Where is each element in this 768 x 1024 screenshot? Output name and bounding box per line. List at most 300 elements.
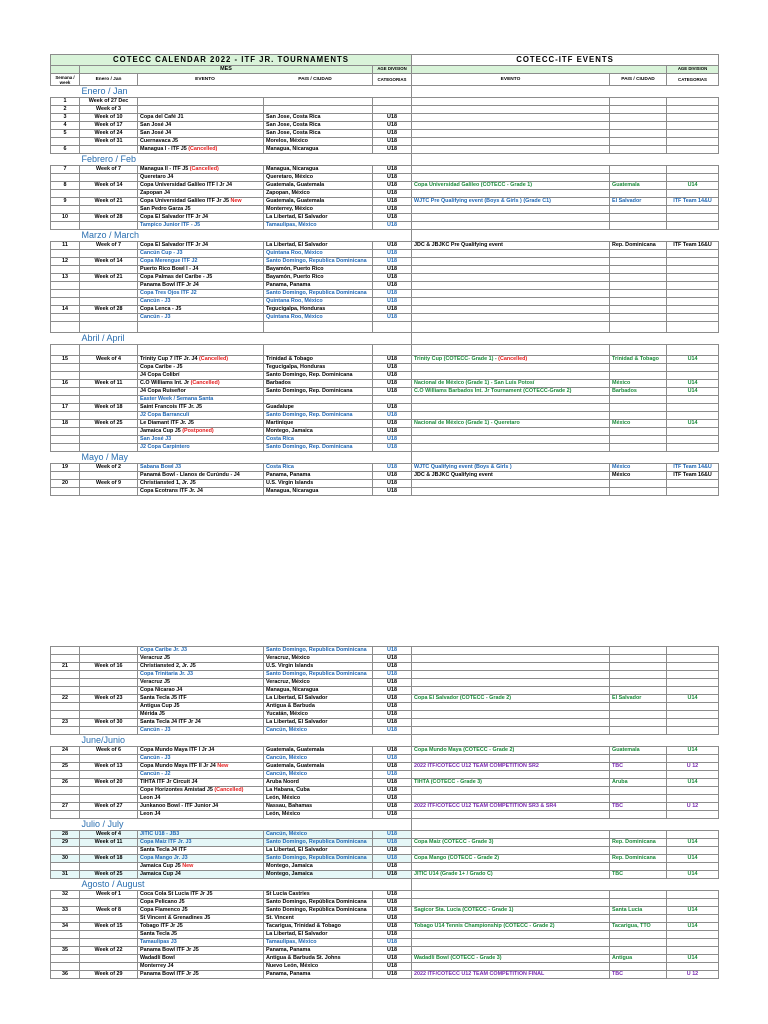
month-row <box>51 230 719 242</box>
table-row <box>51 795 719 803</box>
week-number <box>51 795 80 803</box>
table-row <box>51 190 719 198</box>
age-division: U18 <box>373 755 412 763</box>
cotecc-event-name <box>412 703 610 711</box>
week-date <box>80 388 138 396</box>
week-number: 10 <box>51 214 80 222</box>
cotecc-event-location: Aruba <box>610 779 667 787</box>
week-date <box>80 372 138 380</box>
cotecc-event-category <box>667 266 719 274</box>
event-text: Cancún Cup - J3 <box>140 250 183 257</box>
event-name <box>138 138 264 146</box>
event-text: Coca Cola St Lucia ITF Jr J5 <box>140 891 213 898</box>
event-text: Cancún - J3 <box>140 727 171 734</box>
event-text: Leon J4 <box>140 811 161 818</box>
cotecc-event-name <box>412 98 610 106</box>
week-date <box>80 963 138 971</box>
categorias-header-right: CATEGORIAS <box>667 74 719 86</box>
empty-cell <box>610 345 667 356</box>
event-location: Barbados <box>264 380 373 388</box>
age-division: U18 <box>373 891 412 899</box>
month-row-right <box>412 735 719 747</box>
week-number <box>51 939 80 947</box>
week-number <box>51 931 80 939</box>
event-name <box>138 947 264 955</box>
table-row <box>51 747 719 755</box>
week-date: Week of 3 <box>80 106 138 114</box>
event-name <box>138 863 264 871</box>
cotecc-event-name <box>412 871 610 879</box>
table-row <box>51 472 719 480</box>
event-location: Managua, Nicaragua <box>264 687 373 695</box>
table-row <box>51 166 719 174</box>
event-text: Tampico Junior ITF - J5 <box>140 222 201 229</box>
age-division: U18 <box>373 939 412 947</box>
cotecc-event-category <box>667 190 719 198</box>
week-number: 9 <box>51 198 80 206</box>
event-status-tag: (Cancelled) <box>190 380 220 387</box>
week-number: 22 <box>51 695 80 703</box>
cotecc-event-text: Copa El Salvador (COTECC - Grade 2) <box>414 695 512 702</box>
event-status-tag: (Cancelled) <box>214 787 244 794</box>
cotecc-event-name <box>412 803 610 811</box>
table-row <box>51 364 719 372</box>
event-name <box>138 915 264 923</box>
event-name <box>138 871 264 879</box>
event-text: Saint Francois ITF Jr. J5 <box>140 404 203 411</box>
week-number <box>51 222 80 230</box>
event-name <box>138 971 264 979</box>
table-row <box>51 923 719 931</box>
event-name <box>138 671 264 679</box>
week-date <box>80 190 138 198</box>
cotecc-event-name <box>412 146 610 154</box>
week-number <box>51 687 80 695</box>
week-date <box>80 711 138 719</box>
event-name <box>138 214 264 222</box>
categorias-header: CATEGORIAS <box>373 74 412 86</box>
event-location: Managua, Nicaragua <box>264 146 373 154</box>
cotecc-event-name <box>412 915 610 923</box>
cotecc-event-text: Nacional de México (Grade 1) - Queretaro <box>414 420 520 427</box>
cotecc-event-name <box>412 130 610 138</box>
event-location: León, México <box>264 795 373 803</box>
cotecc-event-name <box>412 412 610 420</box>
table-row <box>51 130 719 138</box>
cotecc-event-text: Trinity Cup (COTECC- Grade 1) - <box>414 356 499 363</box>
event-name <box>138 222 264 230</box>
cotecc-event-location <box>610 488 667 496</box>
cotecc-event-category <box>667 130 719 138</box>
event-location: San Jose, Costa Rica <box>264 114 373 122</box>
week-number: 29 <box>51 839 80 847</box>
empty-cell <box>80 345 138 356</box>
event-name <box>138 364 264 372</box>
week-date: Week of 25 <box>80 420 138 428</box>
event-text: San José J4 <box>140 130 172 137</box>
month-row-right <box>412 879 719 891</box>
age-division: U18 <box>373 182 412 190</box>
age-division: U18 <box>373 412 412 420</box>
age-division: U18 <box>373 711 412 719</box>
cotecc-event-location: Rep. Dominicana <box>610 839 667 847</box>
table-row <box>51 663 719 671</box>
week-date <box>80 444 138 452</box>
event-name <box>138 755 264 763</box>
cotecc-event-location <box>610 130 667 138</box>
week-date: Week of 20 <box>80 779 138 787</box>
table-row <box>51 206 719 214</box>
event-location: Santo Domingo, Rep. Dominicana <box>264 372 373 380</box>
table-row <box>51 146 719 154</box>
event-location: San Jose, Costa Rica <box>264 122 373 130</box>
cotecc-event-category: U14 <box>667 380 719 388</box>
cotecc-event-location: Tacarigua, TTO <box>610 923 667 931</box>
week-number <box>51 298 80 306</box>
event-text: Zapopan J4 <box>140 190 170 197</box>
cotecc-event-category <box>667 655 719 663</box>
age-division: U18 <box>373 130 412 138</box>
table-row <box>51 863 719 871</box>
cotecc-event-location <box>610 771 667 779</box>
cotecc-event-name <box>412 955 610 963</box>
week-number <box>51 138 80 146</box>
cotecc-event-category <box>667 274 719 282</box>
cotecc-event-location <box>610 404 667 412</box>
cotecc-event-name <box>412 755 610 763</box>
week-number <box>51 711 80 719</box>
week-number <box>51 955 80 963</box>
week-date <box>80 795 138 803</box>
event-location: Montego, Jamaica <box>264 863 373 871</box>
event-name <box>138 771 264 779</box>
month-row-right <box>412 154 719 166</box>
event-text: Jamaica Cup J5 <box>140 428 183 435</box>
event-text: San José J4 <box>140 122 172 129</box>
table-row <box>51 703 719 711</box>
event-name <box>138 250 264 258</box>
event-location: León, México <box>264 811 373 819</box>
event-name <box>138 182 264 190</box>
week-number: 33 <box>51 907 80 915</box>
age-division: U18 <box>373 963 412 971</box>
event-name <box>138 831 264 839</box>
cotecc-event-category <box>667 488 719 496</box>
week-number <box>51 444 80 452</box>
event-location <box>264 98 373 106</box>
event-location: Antigua & Barbuda <box>264 703 373 711</box>
cotecc-event-category <box>667 787 719 795</box>
week-date: Week of 10 <box>80 114 138 122</box>
event-name <box>138 242 264 250</box>
cotecc-event-location: Rep. Dominicana <box>610 855 667 863</box>
month-label: Julio / July <box>51 819 412 831</box>
event-status-tag: (Cancelled) <box>199 356 229 363</box>
cotecc-event-location <box>610 98 667 106</box>
cotecc-event-category: U14 <box>667 182 719 190</box>
event-location: Costa Rica <box>264 436 373 444</box>
table-row <box>51 947 719 955</box>
age-division: U18 <box>373 907 412 915</box>
cotecc-event-category: U 12 <box>667 763 719 771</box>
table-row <box>51 314 719 322</box>
month-label: Agosto / August <box>51 879 412 891</box>
week-date: Week of 27 Dec <box>80 98 138 106</box>
cotecc-event-category <box>667 372 719 380</box>
empty-cell <box>264 322 373 333</box>
empty-cell <box>51 345 80 356</box>
week-number: 11 <box>51 242 80 250</box>
cotecc-event-name <box>412 719 610 727</box>
week-number <box>51 863 80 871</box>
event-name <box>138 931 264 939</box>
event-location: Santo Domingo, República Dominicana <box>264 899 373 907</box>
cotecc-event-name <box>412 372 610 380</box>
cotecc-event-category <box>667 663 719 671</box>
event-text: Santa Tecla J4 ITF <box>140 847 187 854</box>
week-date: Week of 11 <box>80 839 138 847</box>
week-number: 30 <box>51 855 80 863</box>
age-division: U18 <box>373 404 412 412</box>
event-location: Morelos, México <box>264 138 373 146</box>
week-number: 26 <box>51 779 80 787</box>
event-text: Le Diamant ITF Jr. J5 <box>140 420 194 427</box>
cotecc-event-location <box>610 655 667 663</box>
event-text: Easter Week / Semana Santa <box>140 396 214 403</box>
event-name <box>138 198 264 206</box>
event-status-tag: New <box>230 198 242 205</box>
age-division: U18 <box>373 222 412 230</box>
cotecc-event-name <box>412 727 610 735</box>
event-location: U.S. Virgin Islands <box>264 480 373 488</box>
cotecc-event-location <box>610 939 667 947</box>
age-division: U18 <box>373 114 412 122</box>
event-text: Copa Palmas del Caribe - J5 <box>140 274 213 281</box>
age-division: U18 <box>373 420 412 428</box>
event-location: Santo Domingo, Republica Dominicana <box>264 290 373 298</box>
event-name <box>138 388 264 396</box>
event-location: Guatemala, Guatemala <box>264 747 373 755</box>
table-row <box>51 356 719 364</box>
cotecc-event-text: Nacional de México (Grade 1) - San Luis Potosí <box>414 380 535 387</box>
table-row <box>51 695 719 703</box>
cotecc-event-location: TBC <box>610 763 667 771</box>
cotecc-event-location: Antigua <box>610 955 667 963</box>
cotecc-event-category <box>667 250 719 258</box>
cotecc-event-name <box>412 655 610 663</box>
cotecc-event-name <box>412 198 610 206</box>
cotecc-event-name <box>412 855 610 863</box>
table-row <box>51 174 719 182</box>
table-row <box>51 122 719 130</box>
cotecc-event-location <box>610 274 667 282</box>
week-date: Week of 28 <box>80 214 138 222</box>
cotecc-event-category <box>667 290 719 298</box>
event-location: Tamaulipas, México <box>264 222 373 230</box>
event-text: Copa Lenca - J5 <box>140 306 182 313</box>
event-location: Panama, Panama <box>264 947 373 955</box>
cotecc-event-location <box>610 711 667 719</box>
cotecc-event-category <box>667 122 719 130</box>
week-number <box>51 847 80 855</box>
event-text: Christiansted 1, Jr. J5 <box>140 480 196 487</box>
table-row <box>51 891 719 899</box>
event-name <box>138 763 264 771</box>
week-date <box>80 472 138 480</box>
event-name <box>138 396 264 404</box>
week-date <box>80 755 138 763</box>
month-row <box>51 154 719 166</box>
table-row <box>51 671 719 679</box>
event-name <box>138 803 264 811</box>
age-division: U18 <box>373 314 412 322</box>
cotecc-event-location <box>610 266 667 274</box>
event-name <box>138 372 264 380</box>
event-name <box>138 779 264 787</box>
event-text: Veracruz J5 <box>140 655 170 662</box>
age-division: U18 <box>373 122 412 130</box>
cotecc-event-location <box>610 166 667 174</box>
month-row <box>51 86 719 98</box>
cotecc-event-name <box>412 190 610 198</box>
week-date <box>80 428 138 436</box>
event-location: Tamaulipas, México <box>264 939 373 947</box>
cotecc-event-text: JDC & JBJKC Qualifying event <box>414 472 493 479</box>
age-division: U18 <box>373 388 412 396</box>
event-location: Trinidad & Tobago <box>264 356 373 364</box>
month-row <box>51 735 719 747</box>
event-name <box>138 488 264 496</box>
event-location: Cancún, México <box>264 771 373 779</box>
event-text: TIHTA ITF Jr Circuit J4 <box>140 779 198 786</box>
table-row <box>51 811 719 819</box>
week-date <box>80 655 138 663</box>
event-name <box>138 298 264 306</box>
table-row <box>51 779 719 787</box>
cotecc-event-category <box>667 206 719 214</box>
cotecc-event-location <box>610 647 667 655</box>
week-date: Week of 2 <box>80 464 138 472</box>
age-division: U18 <box>373 899 412 907</box>
event-location: Guatemala, Guatemala <box>264 198 373 206</box>
event-location: Managua, Nicaragua <box>264 166 373 174</box>
cotecc-event-text: WJTC Pre Qualifying event (Boys & Girls ) (Grade C1) <box>414 198 551 205</box>
table-row <box>51 420 719 428</box>
cotecc-event-name <box>412 963 610 971</box>
week-date: Week of 4 <box>80 356 138 364</box>
event-name <box>138 480 264 488</box>
week-number <box>51 655 80 663</box>
cotecc-event-name <box>412 647 610 655</box>
event-text: Queretaro J4 <box>140 174 174 181</box>
table-row <box>51 372 719 380</box>
week-date: Week of 17 <box>80 122 138 130</box>
table-row <box>51 907 719 915</box>
week-number: 23 <box>51 719 80 727</box>
week-number <box>51 488 80 496</box>
cotecc-event-category <box>667 146 719 154</box>
age-division: U18 <box>373 472 412 480</box>
cotecc-event-location <box>610 364 667 372</box>
cotecc-event-category <box>667 847 719 855</box>
event-name <box>138 839 264 847</box>
cotecc-event-location: TBC <box>610 971 667 979</box>
cotecc-event-location <box>610 106 667 114</box>
cotecc-event-location <box>610 963 667 971</box>
cotecc-event-name <box>412 947 610 955</box>
month-row <box>51 819 719 831</box>
cotecc-event-name <box>412 364 610 372</box>
event-location: Managua, Nicaragua <box>264 488 373 496</box>
cotecc-event-category <box>667 364 719 372</box>
age-division: U18 <box>373 679 412 687</box>
event-name <box>138 899 264 907</box>
month-label: Febrero / Feb <box>51 154 412 166</box>
week-number: 12 <box>51 258 80 266</box>
event-location: Santo Domingo, Republica Dominicana <box>264 258 373 266</box>
table-row <box>51 955 719 963</box>
week-number: 8 <box>51 182 80 190</box>
cotecc-event-category <box>667 963 719 971</box>
week-number <box>51 671 80 679</box>
cotecc-event-category <box>667 436 719 444</box>
age-division: U18 <box>373 663 412 671</box>
cotecc-event-location <box>610 915 667 923</box>
event-text: Tobago ITF Jr J5 <box>140 923 183 930</box>
event-location: Panama, Panama <box>264 282 373 290</box>
cotecc-event-category <box>667 114 719 122</box>
event-location: La Habana, Cuba <box>264 787 373 795</box>
event-location: U.S. Virgin Islands <box>264 663 373 671</box>
month-col-header: Enero / Jan <box>80 74 138 86</box>
week-date <box>80 647 138 655</box>
week-number <box>51 412 80 420</box>
week-number: 36 <box>51 971 80 979</box>
table-row <box>51 871 719 879</box>
cotecc-event-location: Santa Lucia <box>610 907 667 915</box>
age-division: U18 <box>373 282 412 290</box>
cotecc-event-name <box>412 420 610 428</box>
cotecc-event-location <box>610 703 667 711</box>
cotecc-event-category: U14 <box>667 955 719 963</box>
event-location: Bayamón, Puerto Rico <box>264 266 373 274</box>
week-date: Week of 14 <box>80 182 138 190</box>
cotecc-event-name <box>412 831 610 839</box>
week-date <box>80 364 138 372</box>
event-location: Bayamón, Puerto Rico <box>264 274 373 282</box>
event-text: Antigua Cup J5 <box>140 703 180 710</box>
event-location: Cancún, México <box>264 755 373 763</box>
cotecc-event-category: ITF Team 14&U <box>667 198 719 206</box>
week-number <box>51 428 80 436</box>
cotecc-event-name <box>412 222 610 230</box>
event-name <box>138 206 264 214</box>
cotecc-event-category <box>667 719 719 727</box>
week-date: Week of 16 <box>80 663 138 671</box>
cotecc-event-category <box>667 811 719 819</box>
event-location: Zapopan, México <box>264 190 373 198</box>
age-division <box>373 396 412 404</box>
cotecc-event-category <box>667 174 719 182</box>
cotecc-event-location <box>610 787 667 795</box>
week-date <box>80 314 138 322</box>
cotecc-event-category: U14 <box>667 388 719 396</box>
cotecc-event-location <box>610 214 667 222</box>
event-location: Aruba Noord <box>264 779 373 787</box>
week-date: Week of 14 <box>80 258 138 266</box>
cotecc-event-category: U14 <box>667 923 719 931</box>
month-row-right <box>412 819 719 831</box>
